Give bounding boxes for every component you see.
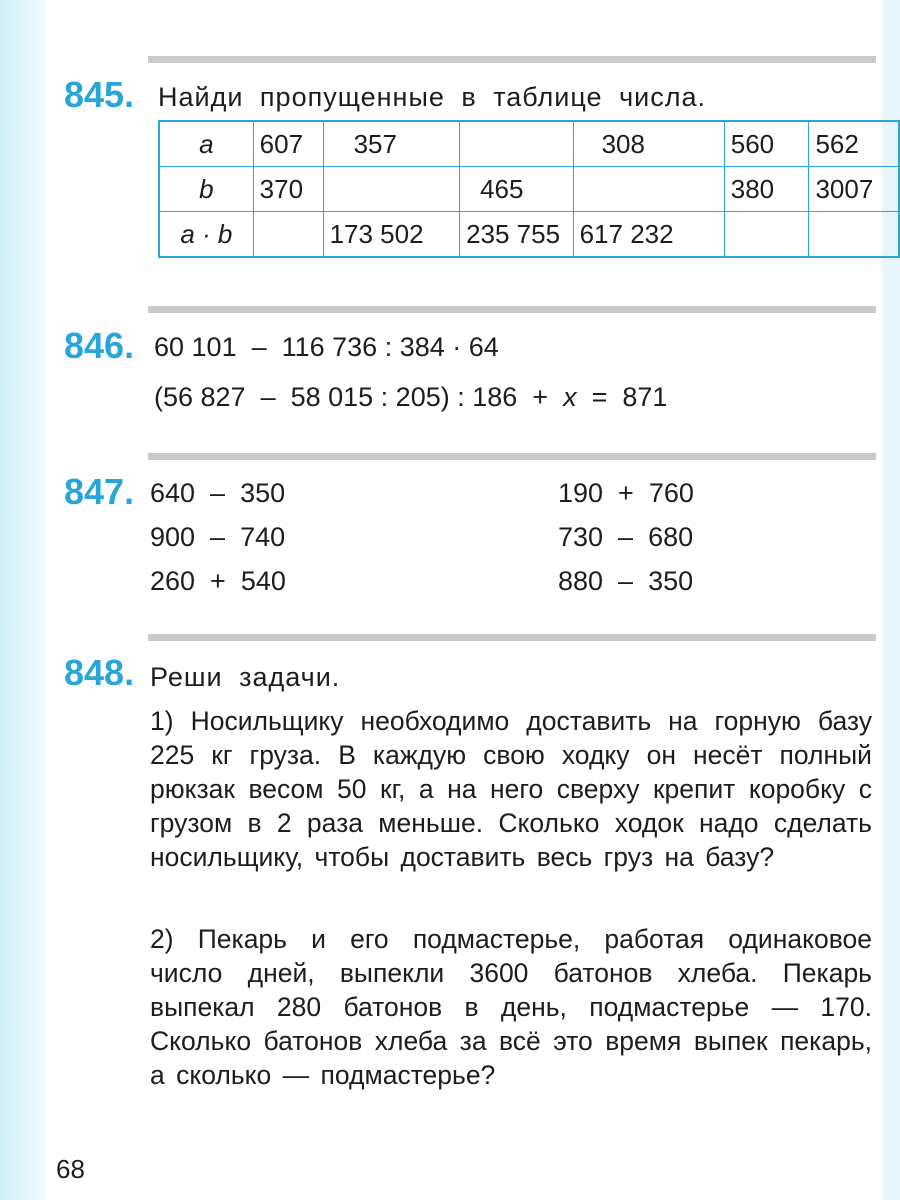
equation-part: (56 827 – 58 015 : 205) : 186 +	[154, 382, 564, 412]
separator-rule	[148, 306, 876, 313]
expression-847-left-1: 640 – 350	[150, 478, 286, 508]
table-cell	[253, 212, 323, 258]
page-margin-left	[0, 0, 46, 1200]
expression-847-right-3: 880 – 350	[558, 566, 694, 596]
exercise-845-instruction: Найди пропущенные в таблице числа.	[158, 82, 706, 112]
exercise-number-847: 847.	[64, 471, 135, 512]
expression-847-right-2: 730 – 680	[558, 522, 694, 552]
table-cell	[323, 167, 459, 212]
table-cell: 607	[253, 121, 323, 167]
exercise-number-848: 848.	[64, 652, 135, 693]
table-cell: 357	[323, 121, 459, 167]
expression-846-1: 60 101 – 116 736 : 384 · 64	[154, 332, 499, 362]
row-header-b: b	[159, 167, 253, 212]
table-cell	[809, 212, 899, 258]
row-header-a: a	[159, 121, 253, 167]
expression-847-right-1: 190 + 760	[558, 478, 694, 508]
task-848-2: 2) Пекарь и его подмастерье, работая одинаковое число дней, выпекли 3600 батонов хлеба. Пекарь выпекал 280 батонов в день, подмастерье — 170. Сколько батонов хлеба за всё это время выпек пекарь, а сколько — подмастерье?	[150, 924, 872, 1090]
table-cell: 562	[809, 121, 899, 167]
row-header-ab: a · b	[159, 212, 253, 258]
table-row-ab	[159, 212, 899, 258]
missing-numbers-table	[158, 120, 900, 258]
table-row-a	[159, 121, 899, 167]
exercise-848-instruction: Реши задачи.	[150, 662, 341, 692]
table-cell	[573, 167, 724, 212]
table-cell: 617 232	[573, 212, 724, 258]
equation-part: = 871	[576, 382, 668, 412]
separator-rule	[148, 634, 876, 641]
table-cell: 173 502	[323, 212, 459, 258]
separator-rule	[148, 56, 876, 63]
expression-847-left-3: 260 + 540	[150, 566, 286, 596]
variable-x: x	[563, 382, 577, 412]
table-cell: 465	[460, 167, 574, 212]
table-cell: 560	[724, 121, 809, 167]
table-cell: 370	[253, 167, 323, 212]
page-number: 68	[56, 1154, 85, 1184]
table-cell	[724, 212, 809, 258]
table-cell	[460, 121, 574, 167]
table-cell: 235 755	[460, 212, 574, 258]
table-cell: 308	[573, 121, 724, 167]
equation-846-2	[154, 382, 667, 413]
table-cell: 3007	[809, 167, 899, 212]
separator-rule	[148, 453, 876, 460]
table-cell: 380	[724, 167, 809, 212]
exercise-number-846: 846.	[64, 325, 135, 366]
table-row-b	[159, 167, 899, 212]
task-848-1: 1) Носильщику необходимо доставить на горную базу 225 кг груза. В каждую свою ходку он несёт полный рюкзак весом 50 кг, а на него сверху крепит коробку с грузом в 2 раза меньше. Сколько ходок надо сделать носильщику, чтобы доставить весь груз на базу?	[150, 706, 872, 872]
exercise-number-845: 845.	[64, 74, 135, 115]
expression-847-left-2: 900 – 740	[150, 522, 286, 552]
